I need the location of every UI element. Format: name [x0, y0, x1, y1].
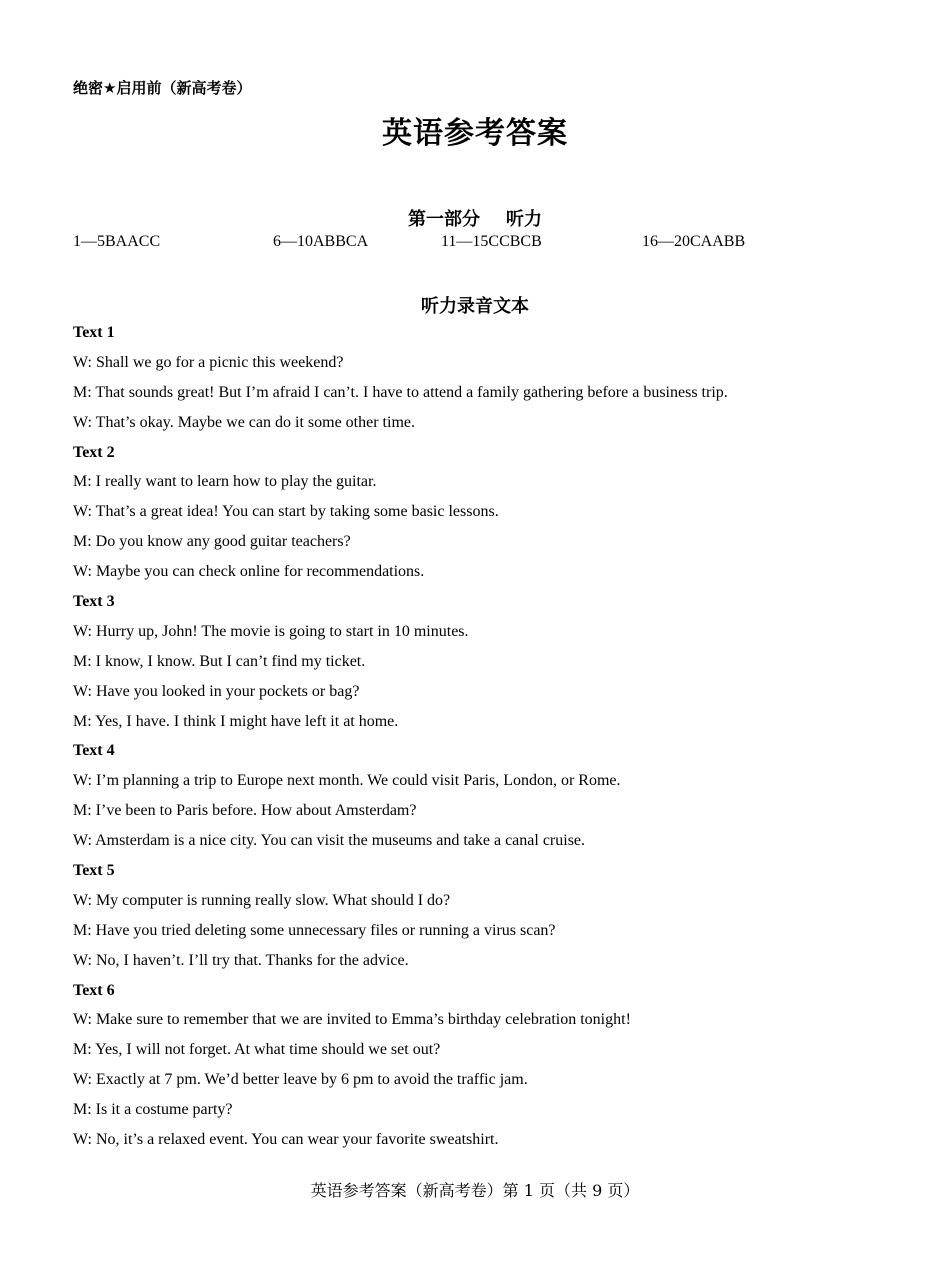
dialogue-line: M: Is it a costume party? [73, 1101, 233, 1119]
dialogue-line: W: I’m planning a trip to Europe next month. We could visit Paris, London, or Rome. [73, 772, 621, 790]
script-heading: 听力录音文本 [421, 296, 529, 317]
dialogue-line: M: That sounds great! But I’m afraid I can’t. I have to attend a family gathering before a business trip. [73, 383, 728, 401]
dialogue-line: W: Hurry up, John! The movie is going to start in 10 minutes. [73, 622, 469, 640]
dialogue-line: M: Yes, I will not forget. At what time should we set out? [73, 1041, 441, 1059]
dialogue-line: W: Have you looked in your pockets or bag? [73, 682, 360, 700]
text-title: Text 3 [73, 593, 115, 611]
part1-heading-left: 第一部分 [408, 209, 480, 230]
confidential-label: 绝密★启用前（新高考卷） [73, 79, 252, 97]
answer-group: 6—10ABBCA [273, 233, 369, 250]
part1-heading-right: 听力 [506, 209, 542, 230]
dialogue-line: W: That’s okay. Maybe we can do it some other time. [73, 413, 415, 431]
dialogue-line: M: Have you tried deleting some unnecessary files or running a virus scan? [73, 921, 556, 939]
dialogue-line: W: Make sure to remember that we are invited to Emma’s birthday celebration tonight! [73, 1011, 631, 1029]
dialogue-line: W: My computer is running really slow. What should I do? [73, 891, 451, 909]
dialogue-line: W: Exactly at 7 pm. We’d better leave by 6 pm to avoid the traffic jam. [73, 1071, 528, 1089]
dialogue-line: W: Amsterdam is a nice city. You can visit the museums and take a canal cruise. [73, 832, 586, 850]
text-title: Text 2 [73, 443, 115, 461]
dialogue-line: W: Maybe you can check online for recommendations. [73, 563, 425, 581]
dialogue-line: W: That’s a great idea! You can start by taking some basic lessons. [73, 503, 499, 521]
text-title: Text 1 [73, 324, 115, 341]
dialogue-line: W: No, it’s a relaxed event. You can wear your favorite sweatshirt. [73, 1131, 499, 1149]
page-title: 英语参考答案 [382, 116, 568, 151]
dialogue-line: W: No, I haven’t. I’ll try that. Thanks for the advice. [73, 951, 409, 969]
page-footer: 英语参考答案（新高考卷）第 1 页（共 9 页） [310, 1181, 640, 1200]
text-title: Text 4 [73, 742, 115, 760]
answer-group: 1—5BAACC [73, 233, 161, 250]
dialogue-line: M: I know, I know. But I can’t find my ticket. [73, 652, 366, 670]
answer-group: 11—15CCBCB [441, 233, 542, 250]
dialogue-line: W: Shall we go for a picnic this weekend? [73, 353, 344, 371]
dialogue-line: M: I’ve been to Paris before. How about Amsterdam? [73, 802, 417, 820]
text-title: Text 6 [73, 981, 115, 999]
part1-heading [0, 205, 950, 231]
dialogue-line: M: I really want to learn how to play the guitar. [73, 473, 377, 491]
dialogue-line: M: Yes, I have. I think I might have left it at home. [73, 712, 399, 730]
dialogue-line: M: Do you know any good guitar teachers? [73, 533, 351, 551]
transcript [73, 321, 893, 1158]
answer-group: 16—20CAABB [642, 233, 746, 250]
text-title: Text 5 [73, 862, 115, 880]
